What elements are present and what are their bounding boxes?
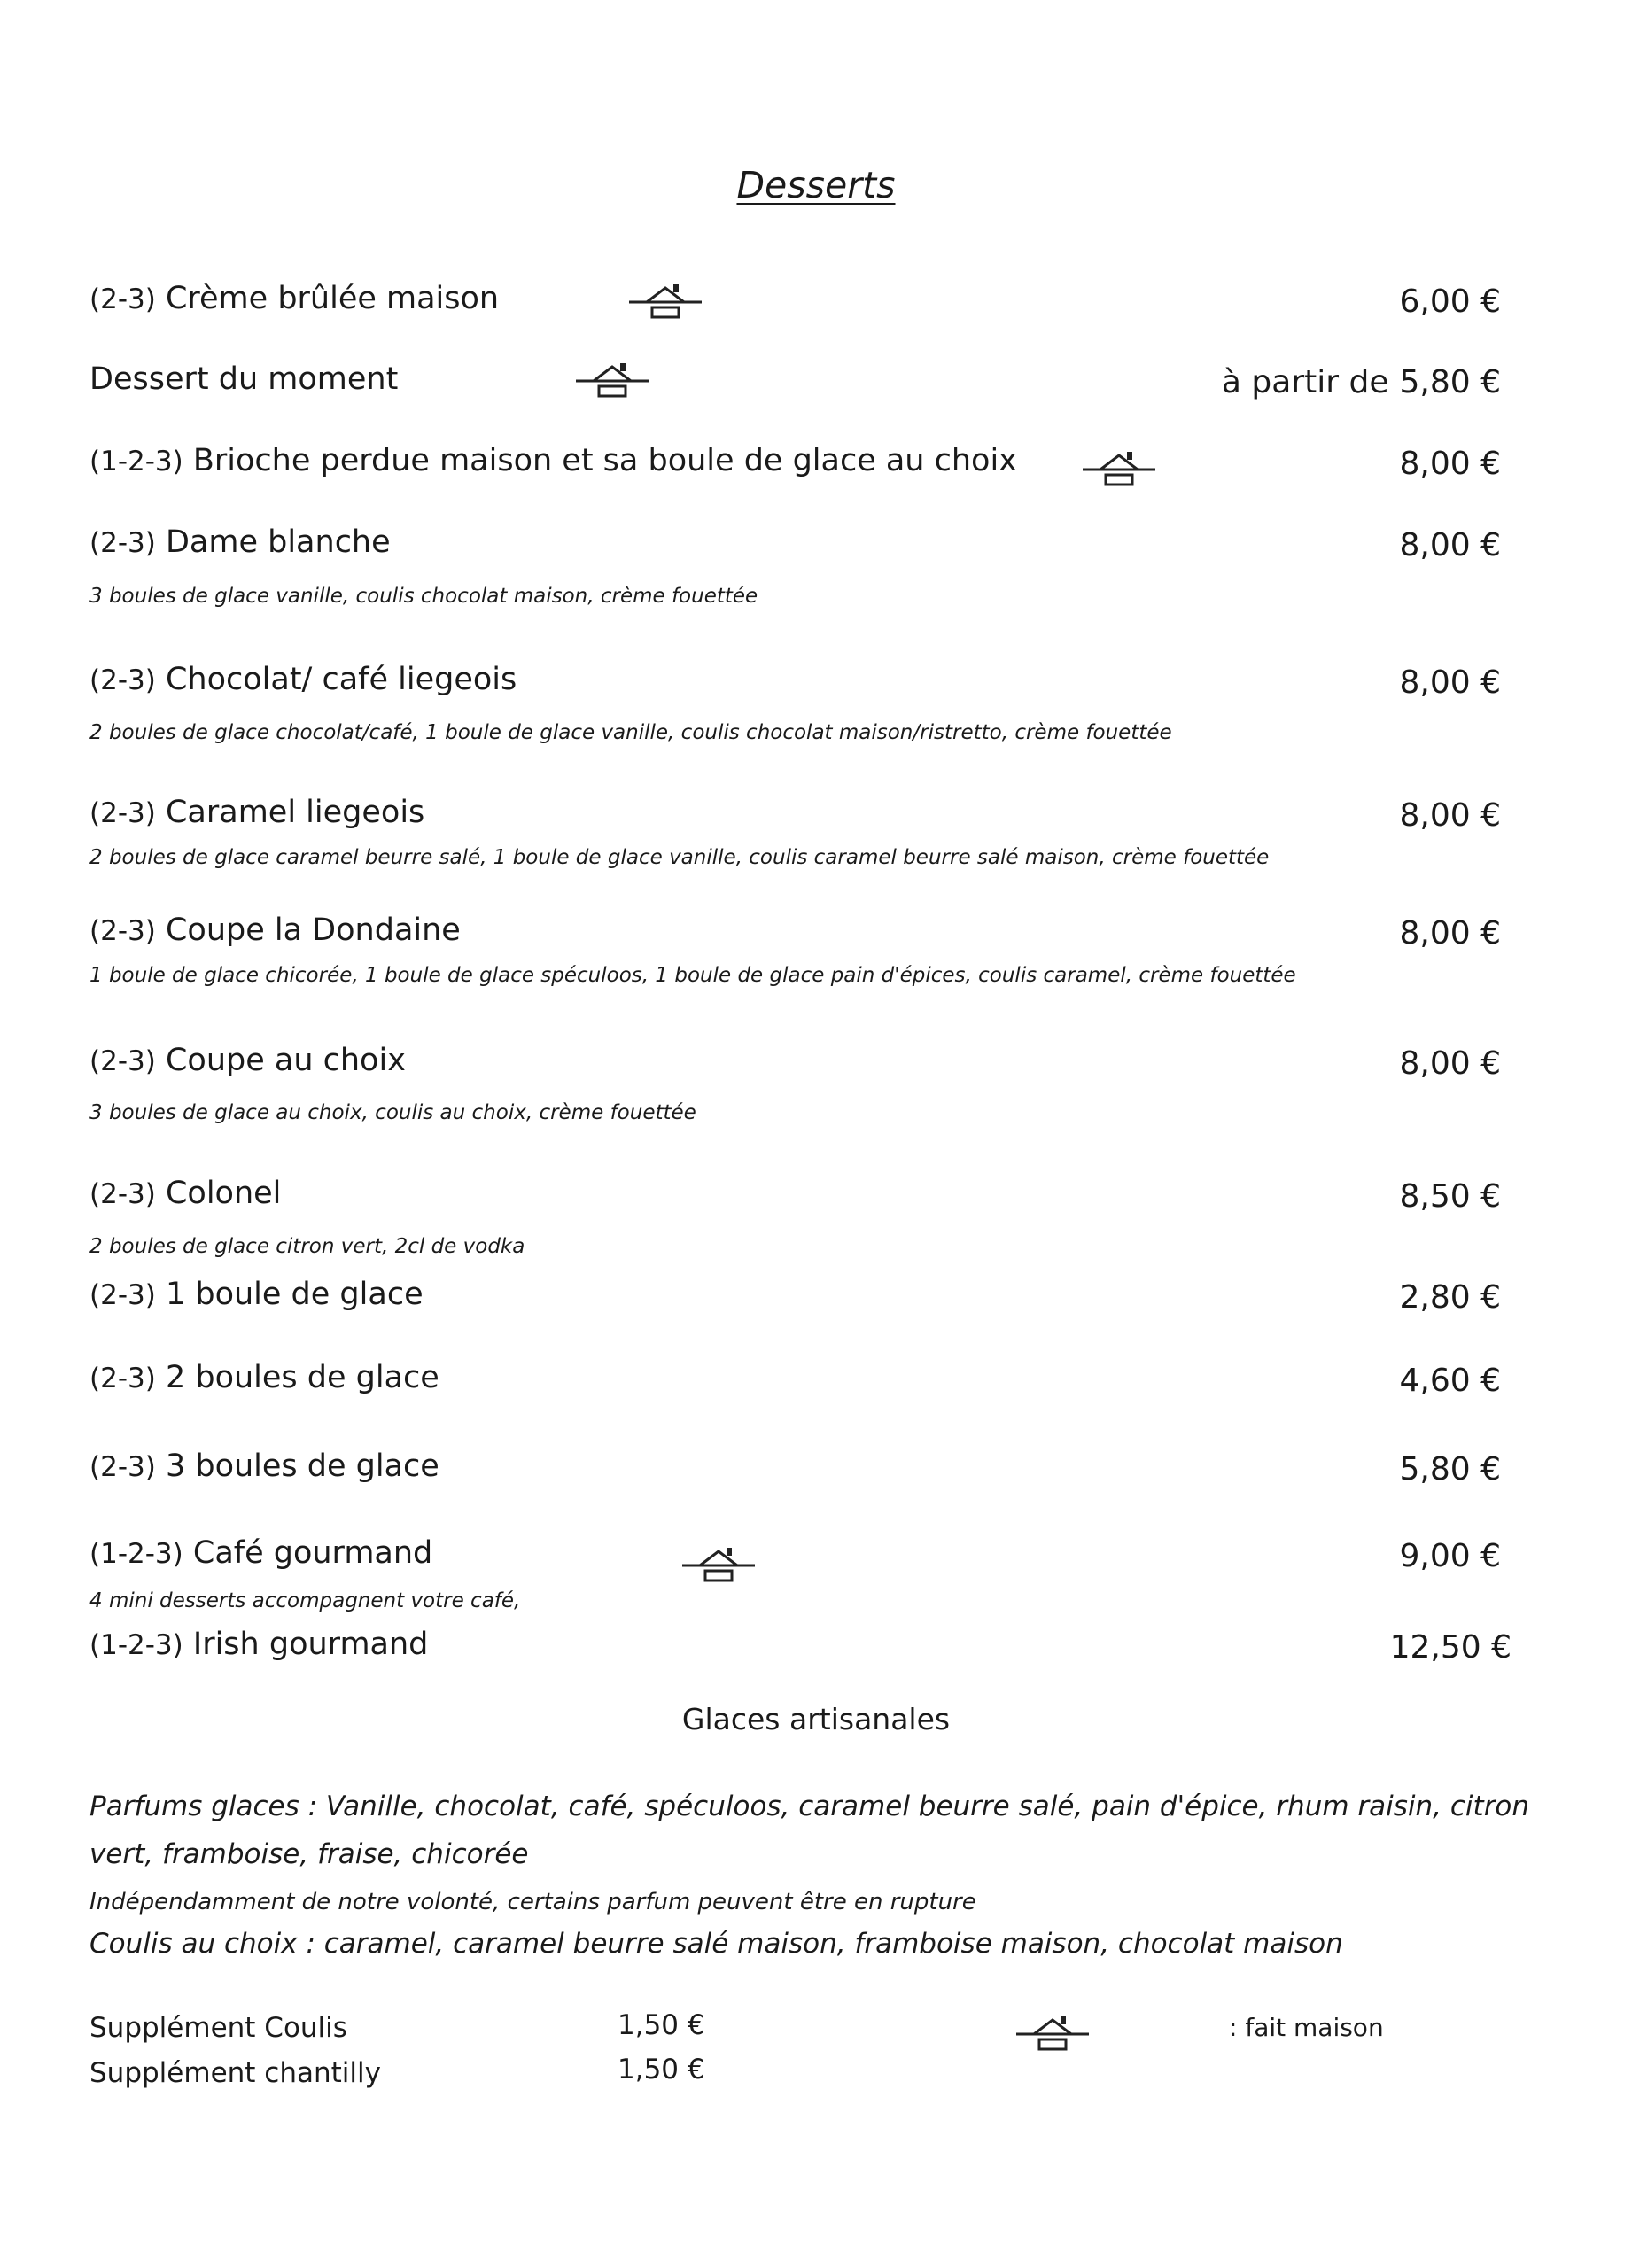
item-price: 8,50 € <box>1399 1178 1501 1215</box>
house-icon <box>682 1544 755 1583</box>
rupture-note: Indépendamment de notre volonté, certains parfum peuvent être en rupture <box>89 1889 976 1915</box>
menu-item-2-boules <box>89 1360 439 1395</box>
allergen-code: (2-3) <box>89 1279 156 1311</box>
allergen-code: (2-3) <box>89 797 156 829</box>
page-title: Desserts <box>736 164 896 206</box>
item-description: 3 boules de glace au choix, coulis au choix, crème fouettée <box>89 1101 696 1124</box>
item-price: 5,80 € <box>1399 364 1501 400</box>
allergen-code: (2-3) <box>89 915 156 947</box>
item-price: 9,00 € <box>1399 1538 1501 1574</box>
item-description: 2 boules de glace chocolat/café, 1 boule de glace vanille, coulis chocolat maison/ristretto, crème fouettée <box>89 721 1172 744</box>
supplement-price: 1,50 € <box>618 2009 705 2041</box>
allergen-code: (2-3) <box>89 1451 156 1483</box>
allergen-code: (1-2-3) <box>89 1538 183 1570</box>
item-price: 8,00 € <box>1399 527 1501 563</box>
allergen-code: (2-3) <box>89 1363 156 1394</box>
coulis-choice: Coulis au choix : caramel, caramel beurre salé maison, framboise maison, chocolat maison <box>89 1928 1343 1960</box>
item-name: Coupe au choix <box>165 1043 406 1078</box>
menu-item-dame-blanche <box>89 524 391 560</box>
item-price: 12,50 € <box>1389 1629 1512 1666</box>
supplement-price: 1,50 € <box>618 2054 705 2085</box>
menu-item-caramel-liegeois <box>89 795 424 830</box>
house-icon <box>629 281 702 320</box>
section-heading-glaces: Glaces artisanales <box>681 1702 951 1736</box>
item-price: 8,00 € <box>1399 1045 1501 1082</box>
item-description: 2 boules de glace caramel beurre salé, 1 boule de glace vanille, coulis caramel beurre salé maison, crème fouettée <box>89 846 1270 869</box>
item-name: 3 boules de glace <box>165 1449 439 1484</box>
item-price: 8,00 € <box>1399 915 1501 951</box>
house-icon <box>1083 448 1155 487</box>
item-name: 2 boules de glace <box>165 1360 439 1395</box>
item-name: Coupe la Dondaine <box>165 913 461 948</box>
allergen-code: (1-2-3) <box>89 446 183 478</box>
menu-item-cafe-gourmand <box>89 1535 432 1571</box>
supplement-label: Supplément Coulis <box>89 2012 347 2044</box>
allergen-code: (1-2-3) <box>89 1629 183 1661</box>
item-price: 4,60 € <box>1399 1363 1501 1399</box>
legend-fait-maison: : fait maison <box>1229 2013 1384 2042</box>
item-description: 3 boules de glace vanille, coulis chocolat maison, crème fouettée <box>89 585 758 608</box>
item-price-range <box>1222 364 1501 400</box>
allergen-code: (2-3) <box>89 664 156 696</box>
item-name: Colonel <box>165 1176 282 1211</box>
menu-item-1-boule <box>89 1277 424 1312</box>
menu-item-3-boules <box>89 1449 439 1484</box>
item-name: Dessert du moment <box>89 361 399 397</box>
supplement-label: Supplément chantilly <box>89 2057 381 2089</box>
item-description: 4 mini desserts accompagnent votre café, <box>89 1589 521 1612</box>
menu-item-dessert-du-moment <box>89 361 398 397</box>
menu-item-coupe-dondaine <box>89 913 461 948</box>
item-description: 2 boules de glace citron vert, 2cl de vodka <box>89 1235 525 1258</box>
allergen-code: (2-3) <box>89 527 156 559</box>
item-name: Chocolat/ café liegeois <box>165 662 517 697</box>
parfums-line-1: Parfums glaces : Vanille, chocolat, café, spéculoos, caramel beurre salé, pain d'épice, rhum raisin, citron <box>89 1790 1530 1822</box>
item-price: 8,00 € <box>1399 446 1501 482</box>
item-name: Caramel liegeois <box>165 795 425 830</box>
parfums-line-2: vert, framboise, fraise, chicorée <box>89 1838 529 1870</box>
item-price: 8,00 € <box>1399 797 1501 834</box>
allergen-code: (2-3) <box>89 1045 156 1077</box>
menu-item-creme-brulee <box>89 281 499 316</box>
menu-item-brioche-perdue <box>89 443 1017 478</box>
menu-item-irish-gourmand <box>89 1627 428 1662</box>
item-price: 6,00 € <box>1399 284 1501 320</box>
item-description: 1 boule de glace chicorée, 1 boule de glace spéculoos, 1 boule de glace pain d'épices, coulis caramel, crème fouettée <box>89 964 1296 987</box>
house-icon <box>1016 2013 1089 2052</box>
allergen-code: (2-3) <box>89 1178 156 1210</box>
item-price: 8,00 € <box>1399 664 1501 701</box>
menu-item-coupe-au-choix <box>89 1043 406 1078</box>
allergen-code: (2-3) <box>89 284 156 315</box>
item-price: 2,80 € <box>1399 1279 1501 1316</box>
house-icon <box>576 360 649 399</box>
item-name: Dame blanche <box>165 524 391 560</box>
item-name: Irish gourmand <box>192 1627 429 1662</box>
item-name: Café gourmand <box>192 1535 433 1571</box>
item-name: Crème brûlée maison <box>165 281 500 316</box>
menu-item-colonel <box>89 1176 281 1211</box>
item-name: 1 boule de glace <box>165 1277 424 1312</box>
item-price: 5,80 € <box>1399 1451 1501 1487</box>
item-name: Brioche perdue maison et sa boule de glace au choix <box>192 443 1017 478</box>
price-prefix: à partir de <box>1221 364 1389 400</box>
menu-item-chocolat-cafe-liegeois <box>89 662 517 697</box>
